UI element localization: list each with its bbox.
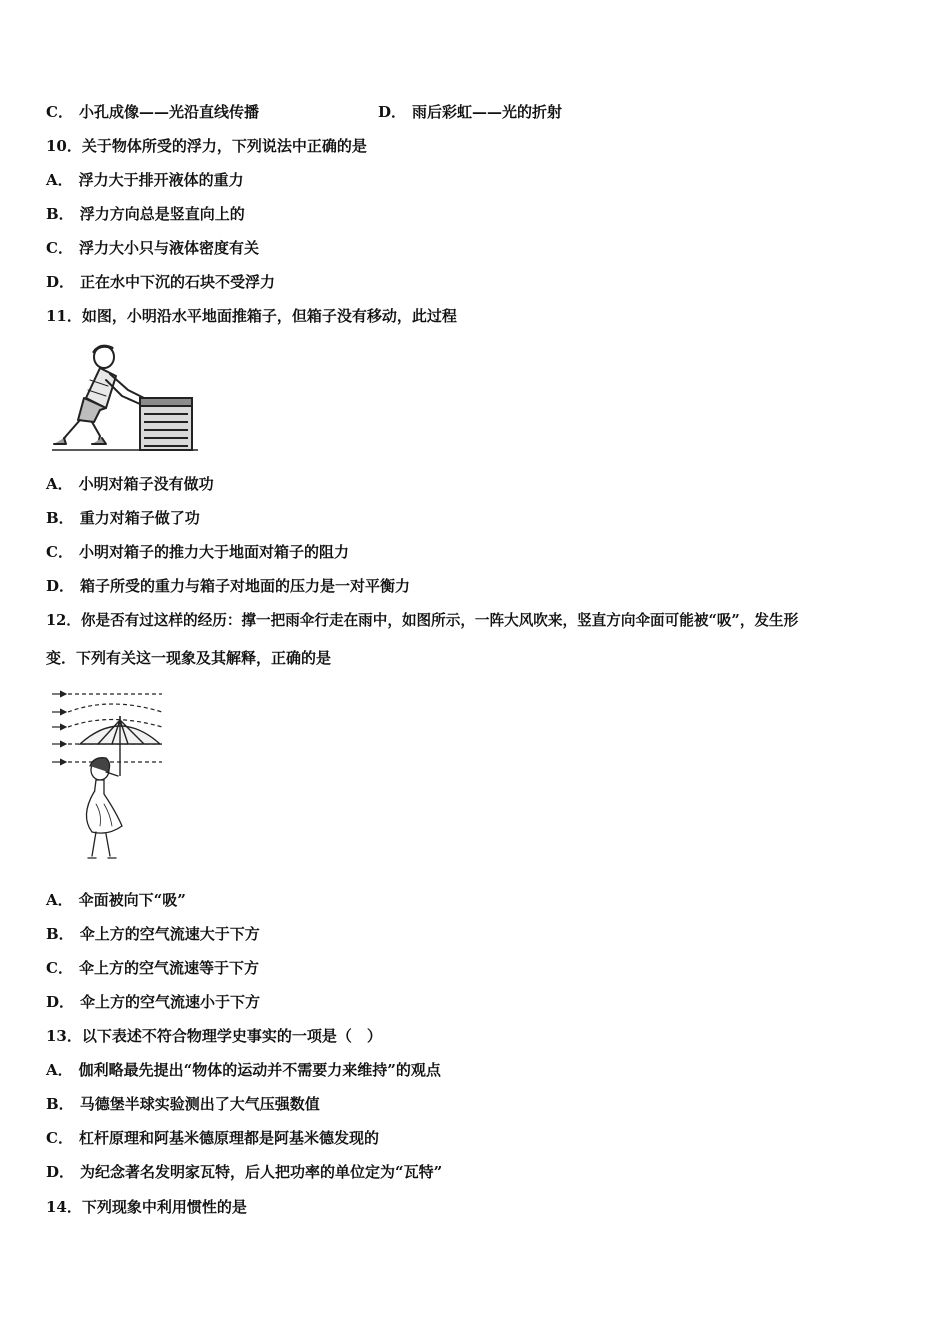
option-text: 伞面被向下“吸” [78, 891, 186, 909]
option-letter: C． [46, 1129, 73, 1147]
q10-option-d [46, 272, 275, 292]
option-letter: C． [46, 103, 73, 121]
option-letter: A． [46, 475, 73, 493]
option-text: 小孔成像——光沿直线传播 [78, 103, 259, 121]
umbrella-wind-figure [50, 686, 165, 866]
q12-stem-line-1: 12．你是否有过这样的经历：撑一把雨伞行走在雨中，如图所示，一阵大风吹来，竖直方向伞面可能被“吸”，发生形 [46, 612, 799, 629]
q10-stem: 10．关于物体所受的浮力，下列说法中正确的是 [46, 137, 367, 155]
option-letter: B． [46, 925, 74, 943]
q14-stem: 14．下列现象中利用惯性的是 [46, 1198, 247, 1216]
option-letter: C． [46, 959, 73, 977]
q10-option-b [46, 204, 245, 224]
option-letter: D． [46, 273, 75, 291]
option-letter: B． [46, 1095, 74, 1113]
q11-option-c [46, 542, 349, 562]
q12-option-d [46, 992, 260, 1012]
option-letter: C． [46, 543, 73, 561]
option-text: 伞上方的空气流速小于下方 [80, 993, 261, 1011]
q11-option-d [46, 576, 410, 596]
option-letter: A． [46, 891, 73, 909]
option-letter: C． [46, 239, 73, 257]
boy-pushing-box-figure [48, 340, 200, 455]
q12-option-a [46, 890, 186, 910]
option-text: 正在水中下沉的石块不受浮力 [80, 273, 276, 291]
option-letter: B． [46, 509, 74, 527]
option-text: 重力对箱子做了功 [79, 509, 200, 527]
option-text: 箱子所受的重力与箱子对地面的压力是一对平衡力 [80, 577, 411, 595]
q9-option-d [378, 102, 562, 122]
option-text: 伞上方的空气流速大于下方 [79, 925, 260, 943]
q10-option-c [46, 238, 259, 258]
q10-option-a [46, 170, 244, 190]
option-text: 浮力大于排开液体的重力 [78, 171, 244, 189]
q13-option-b [46, 1094, 320, 1114]
q12-option-b [46, 924, 260, 944]
option-letter: A． [46, 1061, 73, 1079]
option-text: 雨后彩虹——光的折射 [412, 103, 563, 121]
q11-option-b [46, 508, 200, 528]
q13-option-a [46, 1060, 441, 1080]
option-letter: D． [46, 1163, 75, 1181]
q9-option-c [46, 102, 259, 122]
q13-stem: 13．以下表述不符合物理学史事实的一项是（ ） [46, 1027, 382, 1045]
option-text: 为纪念著名发明家瓦特，后人把功率的单位定为“瓦特” [80, 1163, 443, 1181]
q12-option-c [46, 958, 259, 978]
option-letter: A． [46, 171, 73, 189]
option-letter: D． [46, 577, 75, 595]
option-text: 小明对箱子的推力大于地面对箱子的阻力 [78, 543, 349, 561]
q13-option-d [46, 1162, 442, 1182]
option-letter: D． [378, 103, 407, 121]
option-text: 浮力方向总是竖直向上的 [79, 205, 245, 223]
option-text: 小明对箱子没有做功 [78, 475, 214, 493]
option-letter: B． [46, 205, 74, 223]
option-text: 伽利略最先提出“物体的运动并不需要力来维持”的观点 [78, 1061, 441, 1079]
q11-option-a [46, 474, 214, 494]
option-text: 伞上方的空气流速等于下方 [78, 959, 259, 977]
q12-stem-line-2: 变．下列有关这一现象及其解释，正确的是 [46, 649, 332, 667]
option-text: 浮力大小只与液体密度有关 [78, 239, 259, 257]
option-text: 杠杆原理和阿基米德原理都是阿基米德发现的 [78, 1129, 379, 1147]
option-text: 马德堡半球实验测出了大气压强数值 [79, 1095, 320, 1113]
option-letter: D． [46, 993, 75, 1011]
q13-option-c [46, 1128, 379, 1148]
q11-stem: 11．如图，小明沿水平地面推箱子，但箱子没有移动，此过程 [46, 307, 457, 325]
